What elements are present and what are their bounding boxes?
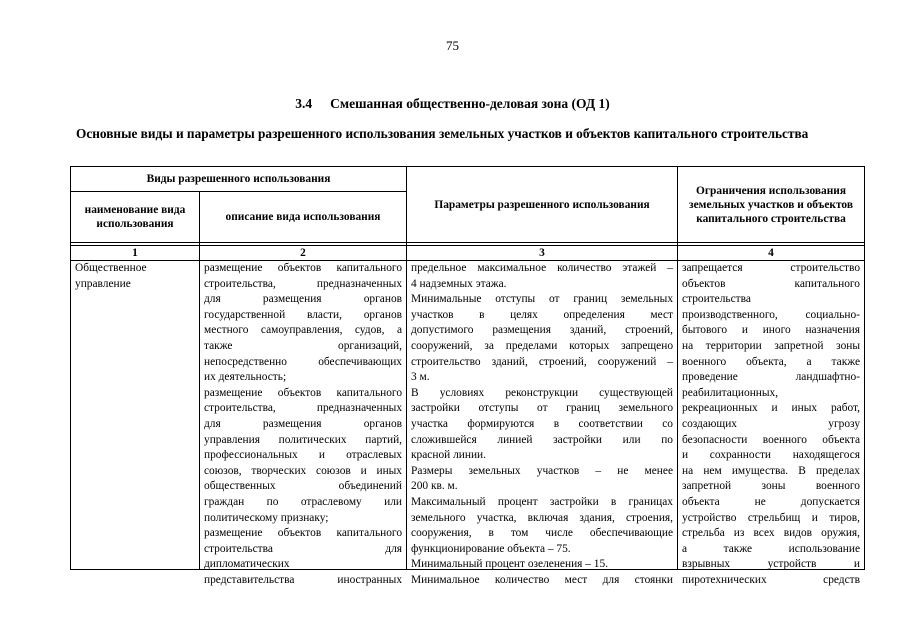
header-parameters: Параметры разрешенного использования [407,167,678,243]
section-name: Смешанная общественно-деловая зона (ОД 1) [330,96,610,111]
text-line: размещение объектов капитального [204,527,403,540]
text-line: сооружений, за пределами которых запрещено [411,339,674,352]
text-line: участков в целях определения мест [411,308,674,321]
header-name: наименование вида использования [71,192,200,243]
text-line: а также использование [682,542,861,555]
usage-parameters [411,261,674,586]
text-line: объекта не допускается [682,495,861,508]
text-line: застройки отступы от границ земельного [411,402,674,415]
text-line: стрельба из всех видов оружия, [682,527,861,540]
text-line: безопасности военного объекта [682,433,861,446]
column-number-row [71,246,865,261]
section-number: 3.4 [295,96,313,111]
column-number: 3 [407,246,678,261]
text-line: дипломатических [204,558,290,571]
text-line: строительство зданий, строений, сооружений – [411,355,674,368]
parameters-cell [407,261,678,586]
text-line: взрывных устройств и [682,558,861,571]
text-line: и сохранности находящегося [682,449,861,462]
text-line: объектов капитального [682,277,861,290]
text-line: проведение ландшафтно- [682,371,861,384]
text-line: Минимальный процент озеленения – 15. [411,558,609,571]
text-line: 3 м. [411,371,430,384]
text-line: допустимого размещения зданий, строений, [411,324,674,337]
text-line: для размещения органов [204,417,403,430]
table-row [71,261,865,570]
text-line: красной линии. [411,449,487,462]
text-line: земельного участка, включая здания, строения, [411,511,674,524]
usage-description-cell [200,261,407,586]
text-line: их деятельность; [204,371,287,384]
text-line: 4 надземных этажа. [411,277,507,290]
text-line: размещение объектов капитального [204,262,403,274]
text-line: на территории запретной зоны [682,339,861,352]
page-number: 75 [446,38,459,53]
text-line: запретной зоны военного [682,480,861,493]
text-line: размещение объектов капитального [204,386,403,399]
column-number: 4 [678,246,865,261]
usage-name: Общественное управление [75,262,147,290]
text-line: предельное максимальное количество этажей – [411,262,674,274]
restrictions-cell [678,261,865,586]
text-line: строительства, предназначенных [204,402,403,415]
text-line: функционирование объекта – 75. [411,542,571,555]
text-line: Размеры земельных участков – не менее [411,464,674,477]
text-line: 200 кв. м. [411,480,458,493]
text-line: для размещения органов [204,293,403,306]
header-usage-types: Виды разрешенного использования [71,167,407,192]
text-line: строительства, предназначенных [204,277,403,290]
text-line: представительства иностранных [204,573,403,586]
text-line: запрещается строительство [682,262,861,274]
text-line: строительства [682,293,751,306]
zoning-table [70,166,865,586]
text-line: В условиях реконструкции существующей [411,386,674,399]
text-line: бытового и иного назначения [682,324,861,337]
text-line: Минимальные отступы от границ земельных [411,293,674,306]
text-line: государственной власти, органов [204,308,403,321]
text-line: военного объекта, а также [682,355,861,368]
text-line: рекреационных и иных работ, [682,402,861,415]
column-number: 1 [71,246,200,261]
text-line: также организаций, [204,339,403,352]
table-subtitle: Основные виды и параметры разрешенного использования земельных участков и объектов капитального строительства [76,126,809,141]
text-line: местного самоуправления, судов, а [204,324,403,337]
text-line: реабилитационных, [682,386,779,399]
section-title [0,96,905,112]
text-line: участка формируются в соответствии со [411,417,674,430]
text-line: политическому признаку; [204,511,329,524]
text-line: союзов, творческих союзов и иных [204,464,403,477]
text-line: сооружения, в том числе обеспечивающие [411,527,674,540]
text-line: производственного, социально- [682,308,861,321]
text-line: строительства для [204,542,403,555]
usage-description [204,261,403,586]
text-line: профессиональных и отраслевых [204,449,403,462]
header-description: описание вида использования [200,192,407,243]
usage-restrictions [682,261,861,586]
text-line: общественных объединений [204,480,403,493]
column-number: 2 [200,246,407,261]
usage-name-cell [71,261,200,570]
text-line: сложившейся линией застройки или по [411,433,674,446]
text-line: управления политических партий, [204,433,403,446]
text-line: Максимальный процент застройки в границах [411,495,674,508]
text-line: создающих угрозу [682,417,861,430]
text-line: пиротехнических средств [682,573,861,586]
text-line: граждан по отраслевому или [204,495,403,508]
text-line: Минимальное количество мест для стоянки [411,573,674,586]
text-line: на нем имущества. В пределах [682,464,861,477]
text-line: устройство стрельбищ и тиров, [682,511,861,524]
header-restrictions: Ограничения использования земельных участков и объектов капитального строительства [678,167,865,243]
text-line: непосредственно обеспечивающих [204,355,403,368]
